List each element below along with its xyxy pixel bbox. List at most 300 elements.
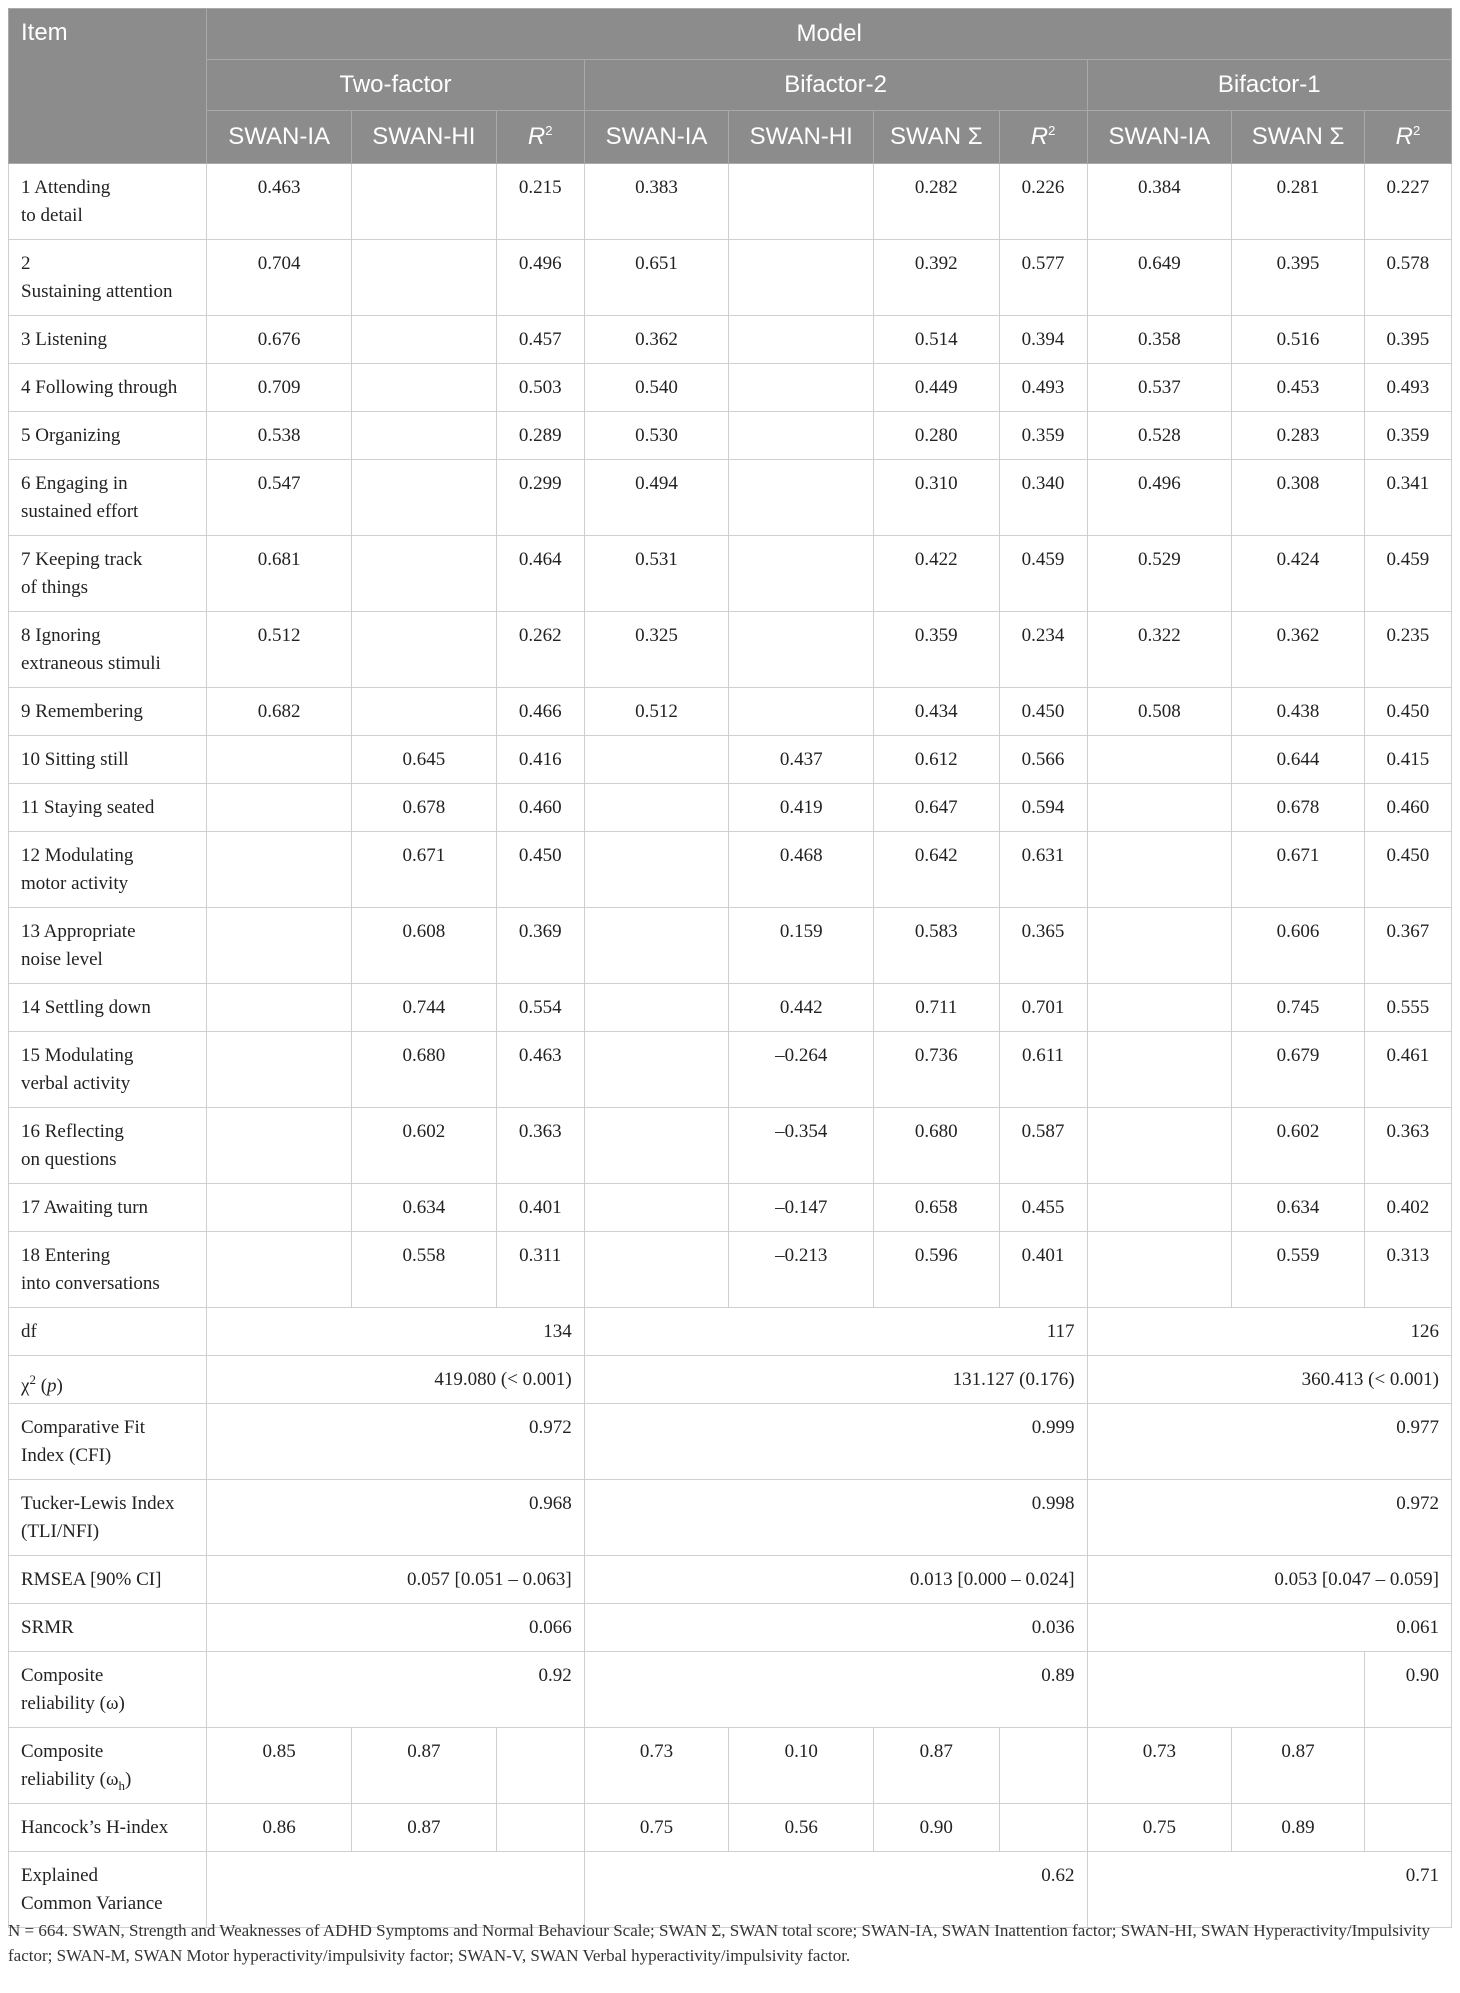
- table-cell: 0.972: [207, 1404, 584, 1480]
- column-header-label: SWAN-IA: [1108, 123, 1211, 150]
- row-label: [9, 460, 207, 536]
- table-row: [9, 1728, 1452, 1804]
- table-cell: [352, 164, 497, 240]
- table-cell: 0.968: [207, 1480, 584, 1556]
- label-text: SRMR: [21, 1617, 74, 1638]
- table-cell: 0.681: [207, 536, 352, 612]
- label-line: 3 Listening: [21, 329, 108, 350]
- row-label: [9, 1852, 207, 1928]
- table-cell: 0.531: [584, 536, 729, 612]
- table-cell: 0.313: [1364, 1232, 1451, 1308]
- row-label: [9, 784, 207, 832]
- label-line: reliability (ω: [21, 1769, 119, 1790]
- row-label: [9, 1404, 207, 1480]
- table-cell: 0.463: [496, 1032, 584, 1108]
- table-cell: 0.87: [874, 1728, 999, 1804]
- table-cell: 0.602: [352, 1108, 497, 1184]
- table-cell: 0.977: [1087, 1404, 1451, 1480]
- table-cell: 0.057 [0.051 – 0.063]: [207, 1556, 584, 1604]
- table-cell: [1087, 1184, 1232, 1232]
- table-cell: 0.89: [1232, 1804, 1365, 1852]
- label-line: Composite: [21, 1741, 104, 1762]
- table-cell: 0.359: [1364, 412, 1451, 460]
- header-model: Model: [207, 9, 1452, 60]
- chi-symbol: χ: [21, 1375, 30, 1397]
- table-cell: 131.127 (0.176): [584, 1356, 1087, 1404]
- table-cell: 0.310: [874, 460, 999, 536]
- label-line: into conversations: [21, 1273, 160, 1294]
- table-cell: 0.362: [1232, 612, 1365, 688]
- table-cell: 0.281: [1232, 164, 1365, 240]
- header-group-bifactor-2: Bifactor-2: [584, 60, 1087, 111]
- table-cell: 0.679: [1232, 1032, 1365, 1108]
- column-header: [729, 111, 874, 164]
- label-line: 5 Organizing: [21, 425, 121, 446]
- table-cell: 0.701: [999, 984, 1087, 1032]
- table-cell: [584, 1108, 729, 1184]
- table-cell: [999, 1728, 1087, 1804]
- table-cell: 0.676: [207, 316, 352, 364]
- table-row: [9, 1804, 1452, 1852]
- table-cell: [729, 536, 874, 612]
- table-cell: 0.457: [496, 316, 584, 364]
- results-table: [8, 8, 1452, 1928]
- table-cell: [729, 612, 874, 688]
- table-cell: 0.234: [999, 612, 1087, 688]
- label-line: ): [124, 1769, 132, 1790]
- table-cell: 0.359: [874, 612, 999, 688]
- table-cell: 0.066: [207, 1604, 584, 1652]
- label-line: verbal activity: [21, 1073, 131, 1094]
- table-cell: 0.227: [1364, 164, 1451, 240]
- p-symbol: p: [47, 1375, 57, 1397]
- table-cell: 0.10: [729, 1728, 874, 1804]
- column-header: [999, 111, 1087, 164]
- table-cell: 0.528: [1087, 412, 1232, 460]
- label-text: Hancock’s H-index: [21, 1817, 169, 1838]
- row-label: [9, 984, 207, 1032]
- table-row: [9, 1480, 1452, 1556]
- table-cell: 0.384: [1087, 164, 1232, 240]
- table-cell: 134: [207, 1308, 584, 1356]
- table-cell: 0.547: [207, 460, 352, 536]
- table-cell: 0.744: [352, 984, 497, 1032]
- table-cell: 0.424: [1232, 536, 1365, 612]
- table-cell: [352, 364, 497, 412]
- table-cell: 0.365: [999, 908, 1087, 984]
- table-cell: 0.530: [584, 412, 729, 460]
- row-label: [9, 316, 207, 364]
- table-cell: 419.080 (< 0.001): [207, 1356, 584, 1404]
- table-cell: 0.262: [496, 612, 584, 688]
- table-cell: 0.529: [1087, 536, 1232, 612]
- table-cell: [999, 1804, 1087, 1852]
- label-line: 6 Engaging in: [21, 473, 128, 494]
- table-row: [9, 164, 1452, 240]
- table-cell: 0.611: [999, 1032, 1087, 1108]
- chi-superscript: 2: [29, 1372, 36, 1387]
- table-cell: 0.434: [874, 688, 999, 736]
- label-line: Explained: [21, 1865, 99, 1886]
- table-cell: 0.537: [1087, 364, 1232, 412]
- table-cell: 0.649: [1087, 240, 1232, 316]
- table-cell: 0.71: [1087, 1852, 1451, 1928]
- column-header-label: SWAN-HI: [372, 123, 476, 150]
- table-cell: [352, 240, 497, 316]
- table-cell: 0.450: [1364, 832, 1451, 908]
- table-cell: [1364, 1804, 1451, 1852]
- table-cell: [207, 1852, 584, 1928]
- table-cell: 0.587: [999, 1108, 1087, 1184]
- table-cell: [729, 460, 874, 536]
- table-cell: [1087, 1232, 1232, 1308]
- table-cell: [729, 364, 874, 412]
- table-cell: 0.226: [999, 164, 1087, 240]
- label-line: 2: [21, 253, 31, 274]
- label-line: 7 Keeping track: [21, 549, 143, 570]
- table-cell: 0.235: [1364, 612, 1451, 688]
- table-cell: 0.438: [1232, 688, 1365, 736]
- table-cell: 0.395: [1364, 316, 1451, 364]
- row-label: [9, 536, 207, 612]
- table-cell: 0.282: [874, 164, 999, 240]
- table-cell: [207, 832, 352, 908]
- table-cell: 0.359: [999, 412, 1087, 460]
- table-cell: 0.363: [1364, 1108, 1451, 1184]
- row-label: $\chi^2$ (p): [9, 1356, 207, 1404]
- table-cell: 0.678: [1232, 784, 1365, 832]
- table-cell: 0.999: [584, 1404, 1087, 1480]
- table-cell: [352, 612, 497, 688]
- column-header-label: SWAN-IA: [228, 123, 331, 150]
- table-cell: [207, 784, 352, 832]
- row-label: [9, 612, 207, 688]
- table-cell: 0.449: [874, 364, 999, 412]
- table-cell: 0.634: [1232, 1184, 1365, 1232]
- table-cell: 0.651: [584, 240, 729, 316]
- table-row: [9, 784, 1452, 832]
- table-row: [9, 1032, 1452, 1108]
- table-cell: [584, 784, 729, 832]
- table-cell: 0.647: [874, 784, 999, 832]
- label-line: 12 Modulating: [21, 845, 134, 866]
- r2-superscript: 2: [545, 123, 553, 138]
- table-cell: [729, 316, 874, 364]
- label-line: sustained effort: [21, 501, 139, 522]
- table-cell: [584, 1032, 729, 1108]
- table-cell: [584, 1232, 729, 1308]
- table-cell: 0.514: [874, 316, 999, 364]
- table-cell: 0.658: [874, 1184, 999, 1232]
- table-cell: 0.634: [352, 1184, 497, 1232]
- table-cell: 0.680: [874, 1108, 999, 1184]
- table-cell: 0.62: [584, 1852, 1087, 1928]
- table-cell: 0.87: [1232, 1728, 1365, 1804]
- label-text: df: [21, 1321, 37, 1342]
- column-header: [1364, 111, 1451, 164]
- table-cell: 360.413 (< 0.001): [1087, 1356, 1451, 1404]
- table-cell: 0.493: [1364, 364, 1451, 412]
- row-label: [9, 1308, 207, 1356]
- column-header-label: SWAN Σ: [889, 123, 983, 150]
- table-cell: [207, 984, 352, 1032]
- table-cell: [352, 412, 497, 460]
- table-cell: 0.289: [496, 412, 584, 460]
- column-header-label: SWAN Σ: [1251, 123, 1345, 150]
- table-cell: [352, 460, 497, 536]
- header-item: Item: [9, 9, 207, 164]
- label-line: noise level: [21, 949, 103, 970]
- table-cell: 0.280: [874, 412, 999, 460]
- table-row: [9, 908, 1452, 984]
- table-cell: 0.402: [1364, 1184, 1451, 1232]
- row-label: [9, 1232, 207, 1308]
- table-row: [9, 1184, 1452, 1232]
- row-label: [9, 1108, 207, 1184]
- table-cell: 0.463: [207, 164, 352, 240]
- table-cell: –0.264: [729, 1032, 874, 1108]
- table-cell: [207, 736, 352, 784]
- table-row: [9, 412, 1452, 460]
- table-cell: 0.450: [496, 832, 584, 908]
- row-label: [9, 164, 207, 240]
- label-line: reliability (ω): [21, 1693, 125, 1714]
- row-label: [9, 1728, 207, 1804]
- table-cell: 0.644: [1232, 736, 1365, 784]
- table-cell: [729, 688, 874, 736]
- table-cell: 0.419: [729, 784, 874, 832]
- table-cell: 0.013 [0.000 – 0.024]: [584, 1556, 1087, 1604]
- table-cell: 0.053 [0.047 – 0.059]: [1087, 1556, 1451, 1604]
- table-cell: 0.85: [207, 1728, 352, 1804]
- table-row: [9, 832, 1452, 908]
- column-header: [207, 111, 352, 164]
- table-cell: 0.645: [352, 736, 497, 784]
- table-cell: [1087, 736, 1232, 784]
- table-row: [9, 1356, 1452, 1404]
- row-label: [9, 1804, 207, 1852]
- table-cell: 0.437: [729, 736, 874, 784]
- table-cell: 0.512: [207, 612, 352, 688]
- table-row: [9, 536, 1452, 612]
- table-cell: 0.453: [1232, 364, 1365, 412]
- label-line: extraneous stimuli: [21, 653, 161, 674]
- table-cell: 0.596: [874, 1232, 999, 1308]
- row-label: [9, 240, 207, 316]
- table-cell: 0.594: [999, 784, 1087, 832]
- label-line: 10 Sitting still: [21, 749, 129, 770]
- label-line: Comparative Fit: [21, 1417, 146, 1438]
- label-line: Common Variance: [21, 1893, 163, 1914]
- table-cell: [352, 688, 497, 736]
- table-row: [9, 1404, 1452, 1480]
- table-cell: 0.450: [1364, 688, 1451, 736]
- r2-superscript: 2: [1048, 123, 1056, 138]
- table-cell: 0.036: [584, 1604, 1087, 1652]
- table-cell: 0.566: [999, 736, 1087, 784]
- table-cell: 0.363: [496, 1108, 584, 1184]
- table-cell: [1087, 1032, 1232, 1108]
- table-cell: [1087, 1108, 1232, 1184]
- table-cell: 0.606: [1232, 908, 1365, 984]
- table-cell: 0.362: [584, 316, 729, 364]
- table-row: [9, 1308, 1452, 1356]
- table-cell: 0.341: [1364, 460, 1451, 536]
- label-text: RMSEA [90% CI]: [21, 1569, 162, 1590]
- table-cell: 0.415: [1364, 736, 1451, 784]
- column-header: [352, 111, 497, 164]
- table-cell: 0.394: [999, 316, 1087, 364]
- table-cell: 0.540: [584, 364, 729, 412]
- table-row: [9, 316, 1452, 364]
- table-cell: 0.554: [496, 984, 584, 1032]
- header-group-two-factor: Two-factor: [207, 60, 584, 111]
- row-label: [9, 364, 207, 412]
- table-row: [9, 736, 1452, 784]
- table-row: [9, 460, 1452, 536]
- table-cell: 0.516: [1232, 316, 1365, 364]
- row-label: [9, 832, 207, 908]
- header-group-bifactor-1: Bifactor-1: [1087, 60, 1451, 111]
- table-cell: 0.998: [584, 1480, 1087, 1556]
- row-label: [9, 908, 207, 984]
- r2-symbol: R: [527, 123, 546, 150]
- row-label: [9, 412, 207, 460]
- table-cell: 0.468: [729, 832, 874, 908]
- table-cell: 0.602: [1232, 1108, 1365, 1184]
- table-cell: 0.555: [1364, 984, 1451, 1032]
- table-cell: 0.401: [496, 1184, 584, 1232]
- r2-symbol: R: [1395, 123, 1413, 150]
- label-line: to detail: [21, 205, 83, 226]
- table-cell: 0.75: [1087, 1804, 1232, 1852]
- table-cell: 0.682: [207, 688, 352, 736]
- table-cell: 0.73: [1087, 1728, 1232, 1804]
- label-line: on questions: [21, 1149, 117, 1170]
- table-cell: 0.460: [1364, 784, 1451, 832]
- label-line: 1 Attending: [21, 177, 111, 198]
- table-cell: 0.422: [874, 536, 999, 612]
- table-cell: 126: [1087, 1308, 1451, 1356]
- table-cell: 0.496: [1087, 460, 1232, 536]
- row-label: [9, 736, 207, 784]
- table-cell: [1364, 1728, 1451, 1804]
- table-cell: [584, 1184, 729, 1232]
- table-cell: 0.369: [496, 908, 584, 984]
- table-cell: [207, 908, 352, 984]
- label-line: 4 Following through: [21, 377, 178, 398]
- table-cell: [1087, 908, 1232, 984]
- label-line: (TLI/NFI): [21, 1521, 100, 1542]
- row-label: [9, 1480, 207, 1556]
- table-cell: [1087, 1652, 1364, 1728]
- table-cell: 0.464: [496, 536, 584, 612]
- table-cell: [352, 316, 497, 364]
- label-line: 13 Appropriate: [21, 921, 136, 942]
- table-cell: 117: [584, 1308, 1087, 1356]
- table-cell: [729, 164, 874, 240]
- table-row: [9, 1652, 1452, 1728]
- table-cell: [1087, 984, 1232, 1032]
- table-cell: 0.455: [999, 1184, 1087, 1232]
- row-label: [9, 1032, 207, 1108]
- table-cell: 0.73: [584, 1728, 729, 1804]
- table-cell: 0.496: [496, 240, 584, 316]
- table-cell: 0.745: [1232, 984, 1365, 1032]
- label-line: Index (CFI): [21, 1445, 112, 1466]
- table-cell: 0.86: [207, 1804, 352, 1852]
- table-cell: 0.392: [874, 240, 999, 316]
- table-cell: 0.450: [999, 688, 1087, 736]
- column-header: [1232, 111, 1365, 164]
- table-cell: 0.461: [1364, 1032, 1451, 1108]
- table-cell: 0.736: [874, 1032, 999, 1108]
- label-line: 14 Settling down: [21, 997, 151, 1018]
- column-header: [496, 111, 584, 164]
- table-cell: [207, 1108, 352, 1184]
- label-line: Sustaining attention: [21, 281, 173, 302]
- table-cell: 0.87: [352, 1728, 497, 1804]
- table-cell: [729, 412, 874, 460]
- table-row: [9, 364, 1452, 412]
- label-line: 17 Awaiting turn: [21, 1197, 149, 1218]
- table-cell: 0.508: [1087, 688, 1232, 736]
- table-row: [9, 1852, 1452, 1928]
- table-cell: 0.558: [352, 1232, 497, 1308]
- table-cell: 0.642: [874, 832, 999, 908]
- table-cell: 0.383: [584, 164, 729, 240]
- row-label: [9, 1184, 207, 1232]
- table-cell: 0.459: [999, 536, 1087, 612]
- table-cell: 0.87: [352, 1804, 497, 1852]
- table-cell: [207, 1232, 352, 1308]
- table-cell: [584, 908, 729, 984]
- table-cell: 0.283: [1232, 412, 1365, 460]
- table-cell: 0.493: [999, 364, 1087, 412]
- table-cell: 0.671: [1232, 832, 1365, 908]
- table-cell: 0.401: [999, 1232, 1087, 1308]
- table-cell: [496, 1804, 584, 1852]
- column-header: [584, 111, 729, 164]
- label-line: 18 Entering: [21, 1245, 111, 1266]
- table-cell: 0.583: [874, 908, 999, 984]
- table-cell: 0.503: [496, 364, 584, 412]
- column-header-label: SWAN-IA: [605, 123, 708, 150]
- table-cell: [1087, 832, 1232, 908]
- table-cell: 0.678: [352, 784, 497, 832]
- table-row: [9, 688, 1452, 736]
- table-cell: 0.671: [352, 832, 497, 908]
- row-label: [9, 1652, 207, 1728]
- table-cell: 0.367: [1364, 908, 1451, 984]
- label-line: motor activity: [21, 873, 129, 894]
- table-cell: 0.358: [1087, 316, 1232, 364]
- table-cell: 0.460: [496, 784, 584, 832]
- table-cell: 0.704: [207, 240, 352, 316]
- table-cell: 0.631: [999, 832, 1087, 908]
- table-cell: 0.322: [1087, 612, 1232, 688]
- table-cell: 0.680: [352, 1032, 497, 1108]
- omega-subscript: h: [118, 1777, 125, 1793]
- table-cell: 0.972: [1087, 1480, 1451, 1556]
- label-line: 9 Remembering: [21, 701, 143, 722]
- table-cell: 0.538: [207, 412, 352, 460]
- table-cell: 0.159: [729, 908, 874, 984]
- table-row: [9, 240, 1452, 316]
- table-cell: 0.512: [584, 688, 729, 736]
- table-cell: 0.340: [999, 460, 1087, 536]
- r2-superscript: 2: [1412, 123, 1421, 138]
